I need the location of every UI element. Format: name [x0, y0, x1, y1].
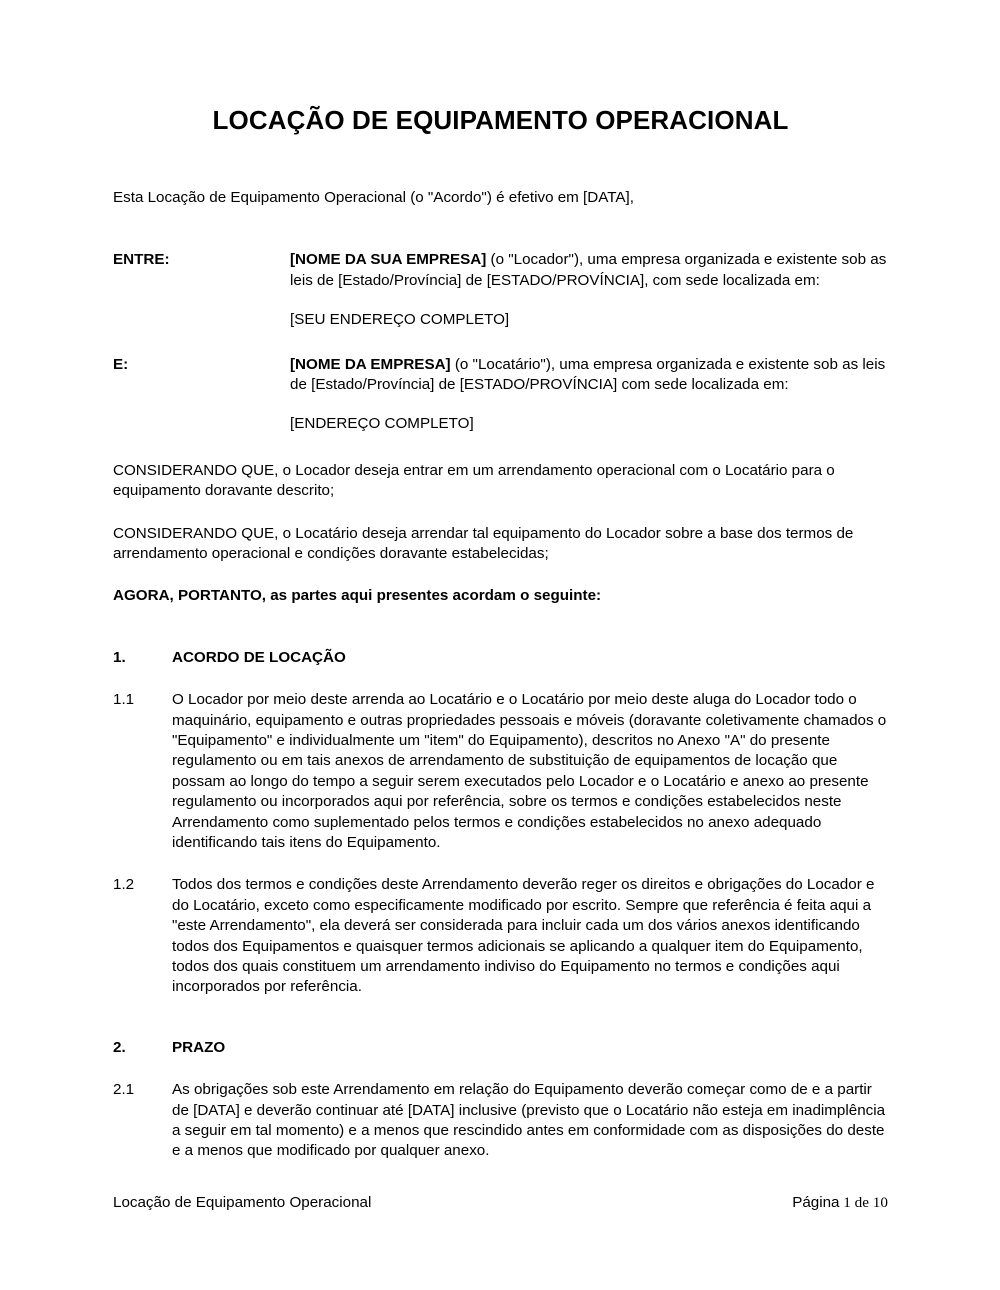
footer-document-name: Locação de Equipamento Operacional: [113, 1194, 372, 1211]
clause-text-2-1: As obrigações sob este Arrendamento em relação do Equipamento deverão começar como de e a partir de [DATA] e deverão continuar até [DATA] inclusive (previsto que o Locatário não esteja em inadimplência a seguir em tal momento) e a menos que rescindido antes em conformidade com as disposições do deste e a menos que modificado por qualquer anexo.: [172, 1081, 886, 1160]
clause-text-1-1: O Locador por meio deste arrenda ao Locatário e o Locatário por meio deste aluga do Locador todo o maquinário, equipamento e outras propriedades pessoais e móveis (doravante coletivamente chamados o "Equipamento" e individualmente um "item" do Equipamento), descritos no Anexo "A" do presente regulamento ou em tais anexos de arrendamento de substituição de equipamentos de locação que possam ao longo do tempo a seguir serem executados pelo Locador e o Locatário e anexo ao presente regulamento ou incorporados aqui por referência, sobre os termos e condições estabelecidos neste Arrendamento como suplementado pelos termos e condições estabelecidos no anexo adequado identificando tais itens do Equipamento.: [172, 691, 887, 852]
clause-number-1-1: 1.1: [113, 691, 135, 709]
clause-1-1: [113, 690, 888, 853]
recital-paragraph-1: CONSIDERANDO QUE, o Locador deseja entrar em um arrendamento operacional com o Locatário para o equipamento doravante descrito;: [113, 461, 835, 500]
party-block-entre: [113, 250, 888, 291]
agreement-statement: AGORA, PORTANTO, as partes aqui presentes acordam o seguinte:: [113, 587, 602, 605]
party-name-lessor: [NOME DA SUA EMPRESA]: [290, 251, 487, 269]
clause-number-2-1: 2.1: [113, 1081, 135, 1099]
clause-number-1-2: 1.2: [113, 876, 135, 894]
clause-1-2: [113, 875, 888, 997]
party-text-entre: [290, 250, 888, 291]
section-number-1: 1.: [113, 648, 126, 666]
section-heading-1: [113, 648, 888, 668]
section-title-1: ACORDO DE LOCAÇÃO: [172, 648, 346, 666]
footer-page-label: Página: [792, 1194, 840, 1211]
party-address-lessee: [ENDEREÇO COMPLETO]: [290, 415, 474, 433]
footer-page-count: 1 de 10: [839, 1194, 888, 1211]
party-label-e: E:: [113, 355, 129, 373]
document-body: [113, 0, 888, 1162]
clause-2-1: [113, 1080, 888, 1162]
party-block-e: [113, 355, 888, 396]
clause-text-1-2: Todos dos termos e condições deste Arrendamento deverão reger os direitos e obrigações do Locador e do Locatário, exceto como especificamente modificado por escrito. Sempre que referência é feita aqui a "este Arrendamento", ela deverá ser considerada para incluir cada um dos vários anexos identificando todos dos Equipamentos e quaisquer termos adicionais se aplicando a qualquer item do Equipamento, todos dos quais constituem um arrendamento indiviso do Equipamento no termos e condições aqui incorporados por referência.: [172, 876, 875, 996]
page-footer: [113, 1193, 888, 1213]
party-name-lessee: [NOME DA EMPRESA]: [290, 355, 451, 373]
intro-paragraph: Esta Locação de Equipamento Operacional (o "Acordo") é efetivo em [DATA],: [113, 188, 634, 206]
section-number-2: 2.: [113, 1038, 126, 1056]
party-label-entre: ENTRE:: [113, 251, 170, 269]
section-title-2: PRAZO: [172, 1038, 226, 1056]
section-heading-2: [113, 1038, 888, 1058]
party-address-lessor: [SEU ENDEREÇO COMPLETO]: [290, 311, 510, 329]
party-description-lessee: (o "Locatário"), uma empresa organizada e existente sob as leis de [Estado/Província] de [ESTADO/PROVÍNCIA] com sede localizada em:: [290, 355, 886, 393]
page-title: LOCAÇÃO DE EQUIPAMENTO OPERACIONAL: [212, 105, 789, 135]
party-text-e: [290, 355, 888, 396]
party-description-lessor: (o "Locador"), uma empresa organizada e existente sob as leis de [Estado/Província] de [ESTADO/PROVÍNCIA], com sede localizada em:: [290, 251, 887, 289]
footer-page-number: [792, 1193, 888, 1213]
recital-paragraph-2: CONSIDERANDO QUE, o Locatário deseja arrendar tal equipamento do Locador sobre a base dos termos de arrendamento operacional e condições doravante estabelecidas;: [113, 524, 854, 562]
